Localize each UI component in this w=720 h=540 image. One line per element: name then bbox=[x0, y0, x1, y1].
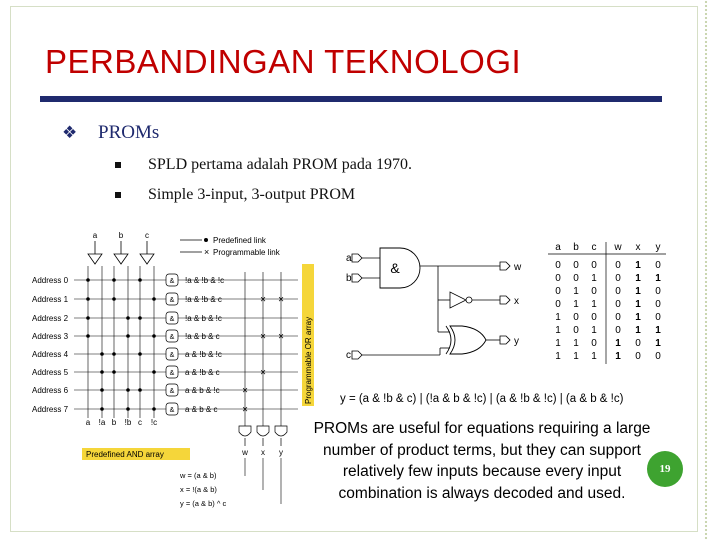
truth-table-cell: 0 bbox=[573, 260, 579, 271]
truth-table-cell: 0 bbox=[573, 312, 579, 323]
truth-table-cell: 0 bbox=[573, 273, 579, 284]
truth-table-cell: 0 bbox=[555, 260, 561, 271]
sub-bullet-text: SPLD pertama adalah PROM pada 1970. bbox=[148, 156, 412, 173]
truth-table-header: x bbox=[635, 242, 641, 253]
bullet-proms bbox=[62, 122, 159, 144]
and-array-grid bbox=[74, 266, 170, 418]
truth-table-cell: 1 bbox=[555, 338, 561, 349]
programmed-link-x: × bbox=[278, 294, 284, 306]
caption-text: PROMs are useful for equations requiring a large number of product terms, but they can support relatively few inputs because every input combination is always decoded and used. bbox=[313, 420, 651, 502]
input-label-a: a bbox=[92, 231, 98, 240]
programmed-link-x: × bbox=[242, 404, 248, 416]
address-1: Address 1 bbox=[32, 295, 69, 304]
svg-text:!a & !b & c: !a & !b & c bbox=[185, 295, 222, 304]
sub-bullet-1 bbox=[115, 156, 412, 174]
truth-table-cell: 1 bbox=[615, 351, 621, 362]
svg-text:!c: !c bbox=[150, 418, 158, 427]
svg-text:&: & bbox=[169, 278, 175, 285]
truth-table-cell: 1 bbox=[573, 299, 579, 310]
svg-text:!a & !b & !c: !a & !b & !c bbox=[185, 276, 225, 285]
legend-programmable: Programmable link bbox=[213, 248, 280, 257]
square-bullet-icon bbox=[115, 162, 121, 168]
address-0: Address 0 bbox=[32, 276, 69, 285]
input-buffers bbox=[88, 241, 154, 264]
equation-w: w = (a & b) bbox=[180, 471, 217, 480]
address-6: Address 6 bbox=[32, 386, 69, 395]
truth-table-header: a bbox=[555, 242, 561, 253]
title-underline bbox=[40, 96, 662, 102]
truth-table-cell: 1 bbox=[635, 299, 641, 310]
truth-table-cell: 0 bbox=[615, 325, 621, 336]
and-gate bbox=[380, 248, 420, 288]
circuit-input-c: c bbox=[346, 350, 351, 361]
truth-table-cell: 0 bbox=[655, 299, 661, 310]
truth-table-cell: 1 bbox=[555, 325, 561, 336]
truth-table-cell: 0 bbox=[615, 299, 621, 310]
truth-table-cell: 0 bbox=[655, 260, 661, 271]
truth-table bbox=[548, 242, 666, 364]
prom-equations bbox=[179, 458, 281, 508]
svg-text:&: & bbox=[169, 334, 175, 341]
truth-table-cell: 0 bbox=[655, 351, 661, 362]
truth-table-cell: 1 bbox=[591, 351, 597, 362]
prom-diagram bbox=[30, 228, 330, 516]
svg-text:&: & bbox=[169, 352, 175, 359]
truth-table-cell: 1 bbox=[635, 286, 641, 297]
truth-table-cell: 1 bbox=[573, 351, 579, 362]
address-4: Address 4 bbox=[32, 350, 69, 359]
svg-text:!a & b & !c: !a & b & !c bbox=[185, 314, 222, 323]
truth-table-cell: 0 bbox=[555, 286, 561, 297]
circuit-input-b: b bbox=[346, 273, 352, 284]
truth-table-cell: 0 bbox=[615, 286, 621, 297]
legend bbox=[180, 236, 281, 257]
truth-table-cell: 0 bbox=[635, 338, 641, 349]
diamond-bullet-icon: ❖ bbox=[62, 123, 78, 142]
address-7: Address 7 bbox=[32, 405, 69, 414]
truth-table-cell: 0 bbox=[615, 260, 621, 271]
truth-table-header: c bbox=[591, 242, 597, 253]
input-label-c: c bbox=[145, 231, 149, 240]
svg-text:x: x bbox=[261, 448, 265, 457]
not-gate bbox=[450, 292, 472, 308]
circuit-output-x: x bbox=[514, 296, 519, 307]
column-labels bbox=[86, 418, 157, 427]
truth-table-cell: 1 bbox=[635, 312, 641, 323]
svg-text:a: a bbox=[85, 418, 91, 427]
programmed-link-x: × bbox=[242, 385, 248, 397]
svg-text:&: & bbox=[169, 297, 175, 304]
svg-text:y: y bbox=[279, 448, 283, 457]
truth-table-cell: 0 bbox=[573, 325, 579, 336]
svg-text:!a: !a bbox=[98, 418, 106, 427]
truth-table-cell: 0 bbox=[591, 286, 597, 297]
address-5: Address 5 bbox=[32, 368, 69, 377]
truth-table-cell: 0 bbox=[591, 260, 597, 271]
logic-circuit bbox=[340, 234, 670, 414]
truth-table-header: y bbox=[655, 242, 661, 253]
svg-text:&: & bbox=[169, 407, 175, 414]
truth-table-header: b bbox=[573, 242, 579, 253]
svg-text:w: w bbox=[242, 448, 248, 457]
address-labels bbox=[32, 276, 69, 414]
truth-table-cell: 1 bbox=[555, 312, 561, 323]
input-label-b: b bbox=[118, 231, 124, 240]
equation-y: y = (a & b) ^ c bbox=[180, 499, 227, 508]
truth-table-cell: 1 bbox=[573, 338, 579, 349]
truth-table-cell: 0 bbox=[615, 312, 621, 323]
svg-text:!b: !b bbox=[124, 418, 132, 427]
programmed-link-x: × bbox=[260, 331, 266, 343]
svg-text:!a & b & c: !a & b & c bbox=[185, 332, 220, 341]
svg-text:&: & bbox=[169, 316, 175, 323]
svg-text:a & !b & !c: a & !b & !c bbox=[185, 350, 222, 359]
truth-table-cell: 1 bbox=[615, 338, 621, 349]
svg-text:&: & bbox=[169, 388, 175, 395]
predefined-links bbox=[86, 278, 156, 411]
address-2: Address 2 bbox=[32, 314, 69, 323]
decorative-dot-border bbox=[703, 0, 709, 540]
svg-text:a & b & c: a & b & c bbox=[185, 405, 218, 414]
square-bullet-icon bbox=[115, 192, 121, 198]
page-number-badge: 19 bbox=[647, 451, 683, 487]
truth-table-cell: 0 bbox=[635, 351, 641, 362]
truth-table-cell: 1 bbox=[591, 299, 597, 310]
sub-bullet-text: Simple 3-input, 3-output PROM bbox=[148, 186, 356, 203]
or-array-label: Programmable OR array bbox=[304, 316, 313, 404]
programmed-link-x: × bbox=[260, 294, 266, 306]
programmed-link-x: × bbox=[260, 367, 266, 379]
circuit-equation: y = (a & !b & c) | (!a & b & !c) | (a & !b & !c) | (a & b & !c) bbox=[340, 393, 624, 405]
equation-x: x = !(a & b) bbox=[180, 485, 217, 494]
svg-text:b: b bbox=[111, 418, 117, 427]
truth-table-cell: 1 bbox=[591, 325, 597, 336]
and-gate-glyphs bbox=[170, 278, 175, 414]
circuit-output-w: w bbox=[514, 262, 522, 273]
truth-table-cell: 0 bbox=[591, 312, 597, 323]
truth-table-cell: 1 bbox=[591, 273, 597, 284]
svg-text:&: & bbox=[169, 370, 175, 377]
output-labels bbox=[241, 448, 283, 457]
truth-table-cell: 1 bbox=[655, 273, 661, 284]
legend-predefined: Predefined link bbox=[213, 236, 266, 245]
truth-table-cell: 1 bbox=[635, 273, 641, 284]
or-gates bbox=[239, 426, 287, 446]
truth-table-cell: 0 bbox=[591, 338, 597, 349]
truth-table-cell: 1 bbox=[555, 351, 561, 362]
truth-table-cell: 0 bbox=[655, 312, 661, 323]
circuit-input-arrows bbox=[352, 254, 510, 359]
bullet-label: PROMs bbox=[98, 122, 160, 143]
and-array-label: Predefined AND array bbox=[86, 450, 164, 459]
truth-table-cell: 1 bbox=[655, 325, 661, 336]
circuit-output-y: y bbox=[514, 336, 519, 347]
sub-bullet-2 bbox=[115, 186, 355, 204]
svg-text:c: c bbox=[138, 418, 142, 427]
truth-table-cell: 1 bbox=[635, 325, 641, 336]
truth-table-cell: 0 bbox=[615, 273, 621, 284]
truth-table-cell: 1 bbox=[635, 260, 641, 271]
and-gate-label: & bbox=[390, 260, 400, 276]
truth-table-cell: 1 bbox=[573, 286, 579, 297]
circuit-input-a: a bbox=[346, 253, 352, 264]
truth-table-cell: 0 bbox=[655, 286, 661, 297]
slide-title: PERBANDINGAN TEKNOLOGI bbox=[45, 43, 522, 80]
xor-gate bbox=[450, 326, 486, 354]
and-term-labels bbox=[185, 276, 224, 414]
address-3: Address 3 bbox=[32, 332, 69, 341]
svg-text:a & b & !c: a & b & !c bbox=[185, 386, 220, 395]
svg-text:a & !b & c: a & !b & c bbox=[185, 368, 220, 377]
truth-table-cell: 0 bbox=[555, 299, 561, 310]
truth-table-header: w bbox=[614, 242, 622, 253]
truth-table-cell: 1 bbox=[655, 338, 661, 349]
x-mark-icon: × bbox=[204, 247, 210, 257]
truth-table-cell: 0 bbox=[555, 273, 561, 284]
programmed-link-x: × bbox=[278, 331, 284, 343]
